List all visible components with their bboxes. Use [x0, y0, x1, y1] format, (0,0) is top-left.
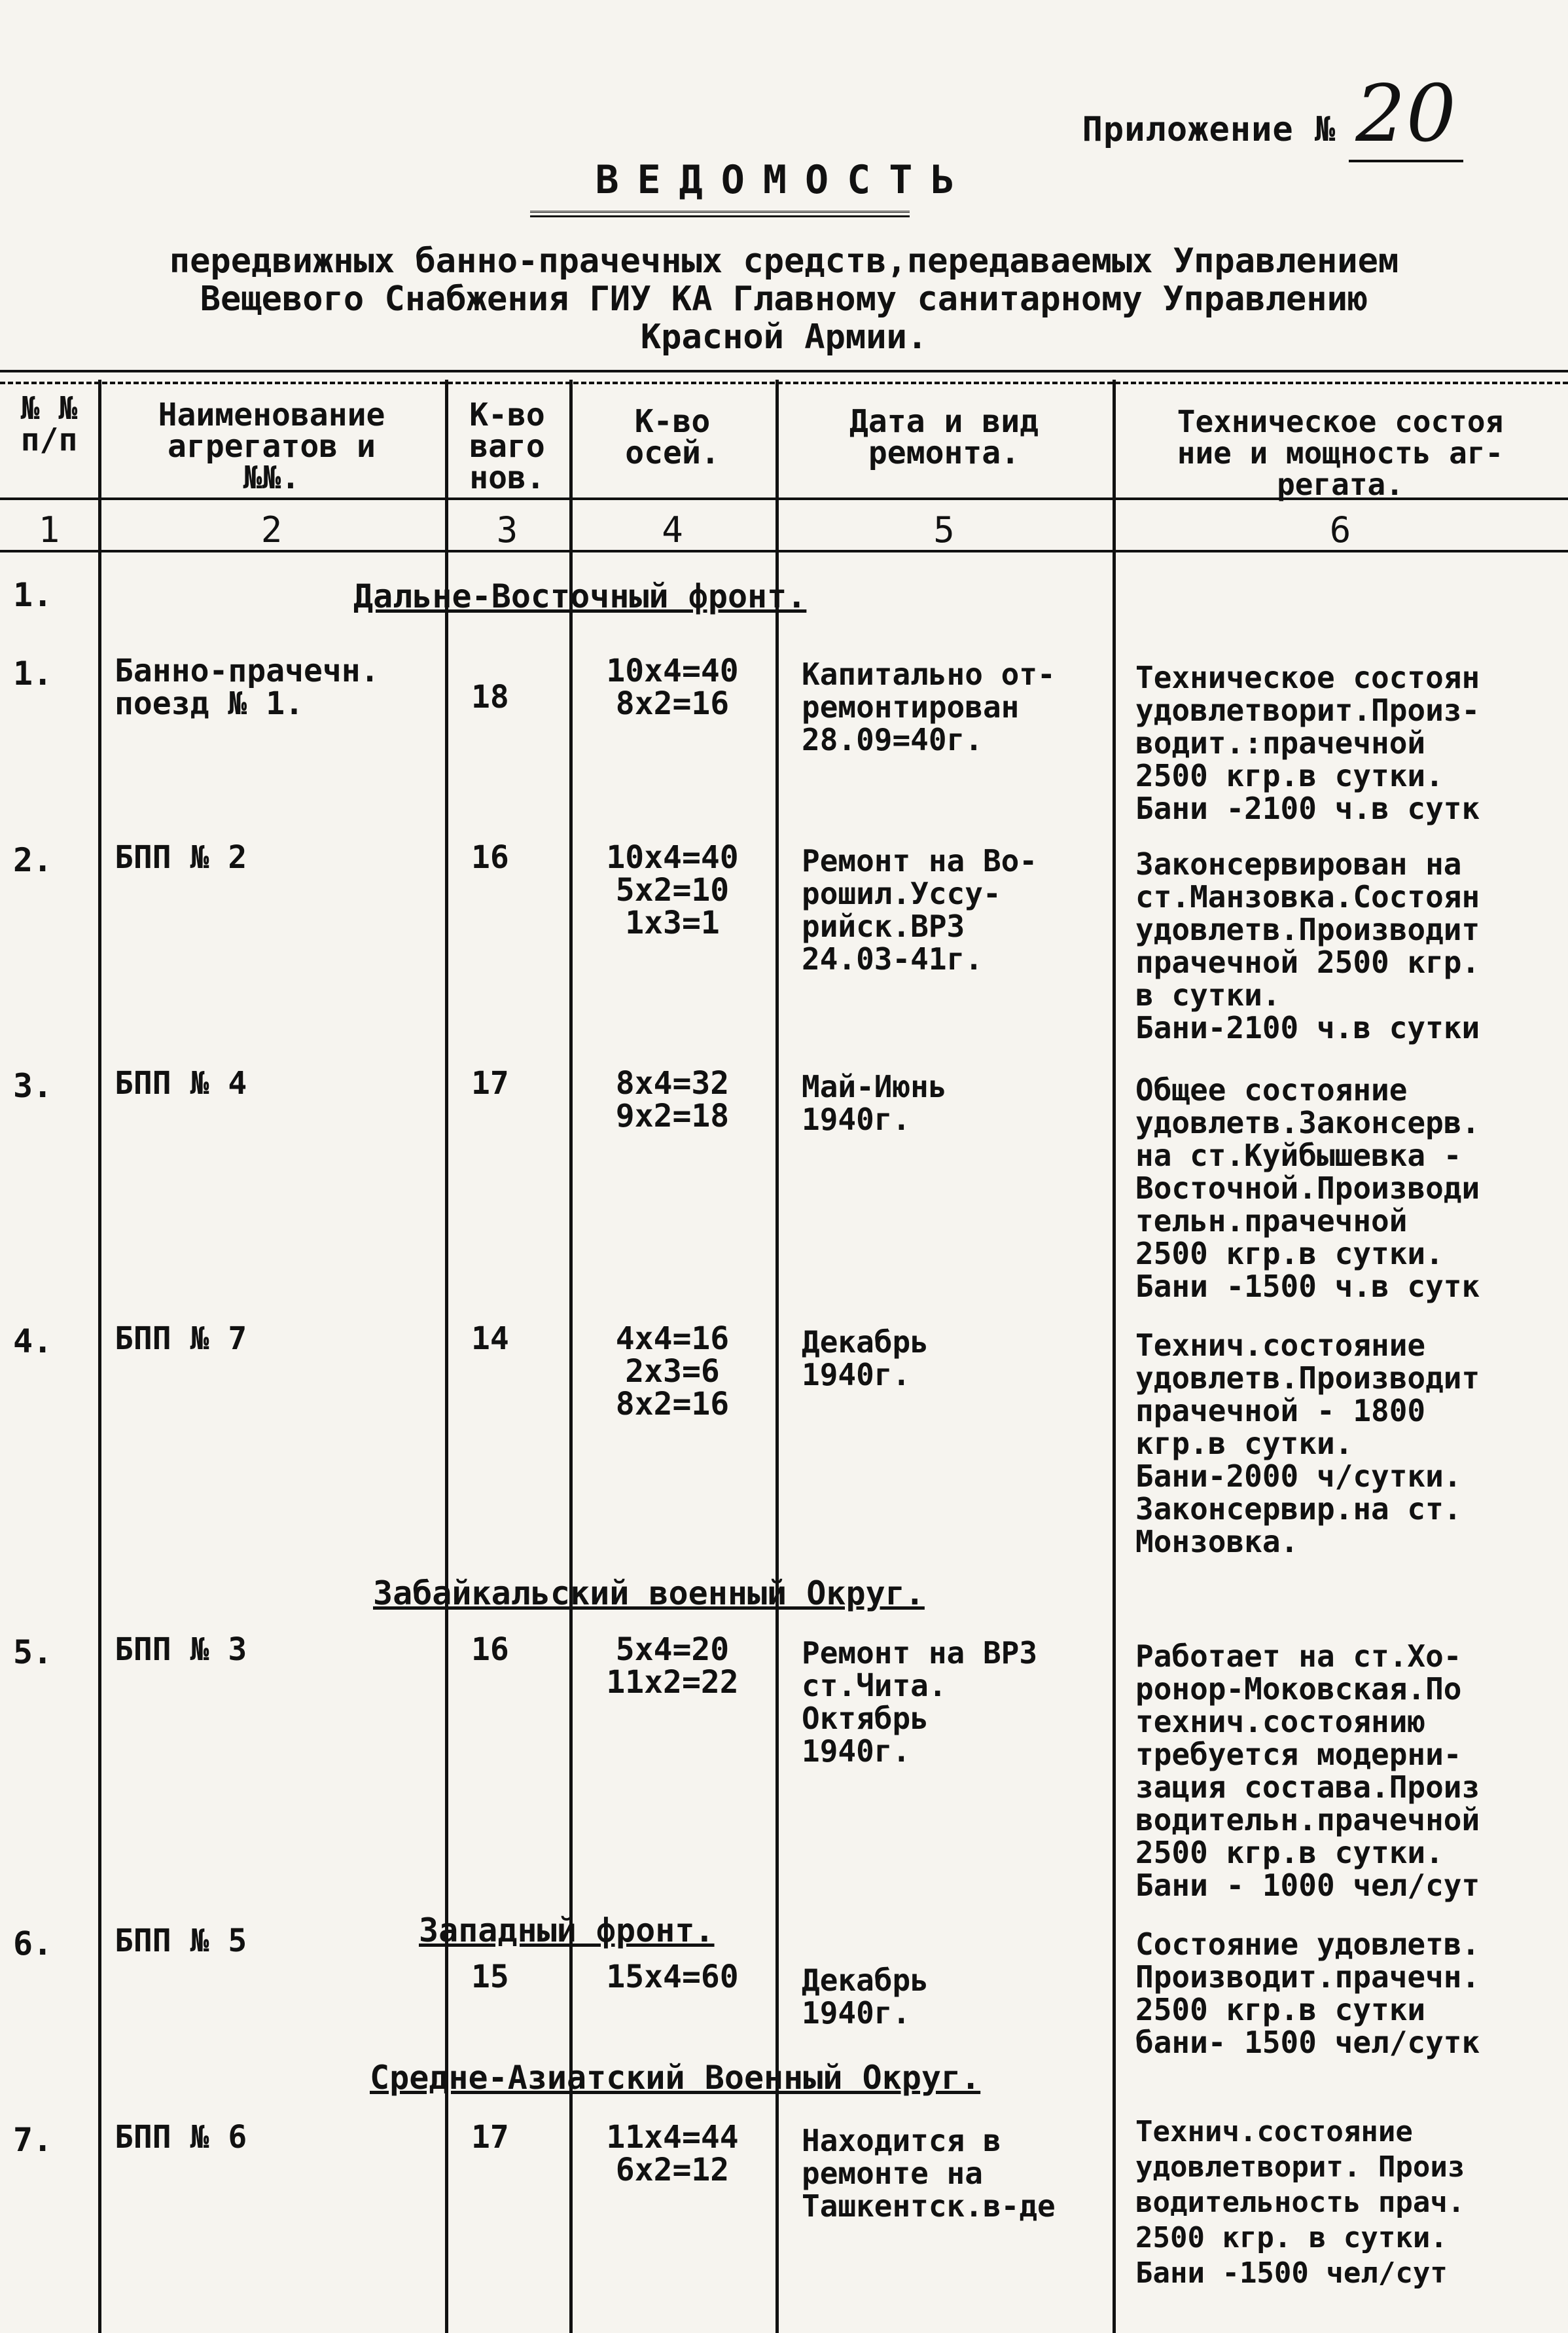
- section-4-title: Средне-Азиатский Военный Округ.: [370, 2059, 981, 2097]
- row-5-name: БПП № 3: [115, 1631, 247, 1668]
- row-5-axles: 5х4=20 11х2=22: [606, 1631, 739, 1701]
- row-6-axles: 15х4=60: [606, 1959, 739, 1995]
- row-2-state: Законсервирован на ст.Манзовка.Состоян удовлетв.Производит прачечной 2500 кгр. в сутки. Бани-2100 ч.в сутки: [1135, 846, 1480, 1045]
- subtitle-line-2: Вещевого Снабжения ГИУ КА Главному санитарному Управлению: [200, 280, 1368, 319]
- row-5-state: Работает на ст.Хо- ронор-Моковская.По технич.состоянию требуется модерни- зация состава.Произ водительн.прачечной 2500 кгр.в сутки. Бани - 1000 чел/сут: [1135, 1638, 1480, 1903]
- row-5-wagons: 16: [471, 1631, 509, 1668]
- section-1-number: 1.: [13, 576, 53, 614]
- header-axles: К-во осей.: [625, 403, 720, 471]
- row-6-wagons: 15: [471, 1959, 509, 1995]
- column-number-1: 1: [38, 509, 60, 551]
- row-1-repair: Капитально от- ремонтирован 28.09=40г.: [802, 657, 1056, 757]
- row-4-repair: Декабрь 1940г.: [802, 1324, 929, 1392]
- row-4-axles: 4х4=16 2х3=6 8х2=16: [615, 1320, 730, 1422]
- row-3-name: БПП № 4: [115, 1065, 247, 1102]
- title-underline: [530, 211, 910, 217]
- row-7-wagons: 17: [471, 2119, 509, 2156]
- subtitle-line-3: Красной Армии.: [640, 317, 928, 357]
- annex-number: 20: [1349, 69, 1463, 162]
- column-rule-2: [445, 380, 448, 2333]
- header-wagons: К-во ваго нов.: [469, 397, 545, 496]
- row-6-state: Состояние удовлетв. Производит.прачечн. 2500 кгр.в сутки бани- 1500 чел/сутк: [1135, 1926, 1480, 2060]
- column-rule-5: [1113, 380, 1116, 2333]
- column-rule-4: [775, 380, 779, 2333]
- row-2-wagons: 16: [471, 839, 509, 876]
- row-4-number: 4.: [13, 1322, 53, 1360]
- row-6-name: БПП № 5: [115, 1923, 247, 1959]
- header-repair: Дата и вид ремонта.: [849, 403, 1039, 471]
- column-number-2: 2: [260, 509, 283, 551]
- header-state: Техническое состоя ние и мощность аг- регата.: [1177, 404, 1504, 502]
- row-1-name: Банно-прачечн. поезд № 1.: [115, 653, 380, 722]
- row-7-repair: Находится в ремонте на Ташкентск.в-де: [802, 2123, 1056, 2224]
- row-5-repair: Ремонт на ВРЗ ст.Чита. Октябрь 1940г.: [802, 1635, 1038, 1769]
- row-2-axles: 10х4=40 5х2=10 1х3=1: [606, 839, 739, 941]
- row-2-name: БПП № 2: [115, 839, 247, 876]
- row-1-state: Техническое состоян удовлетворит.Произ- водит.:прачечной 2500 кгр.в сутки. Бани -2100 ч.в сутк: [1135, 660, 1480, 826]
- annex-label: [1082, 69, 1463, 160]
- row-4-state: Технич.состояние удовлетв.Производит прачечной - 1800 кгр.в сутки. Бани-2000 ч/сутки. Законсервир.на ст. Монзовка.: [1135, 1328, 1480, 1559]
- subtitle-line-1: передвижных банно-прачечных средств,передаваемых Управлением: [169, 242, 1399, 281]
- row-7-state: Технич.состояние удовлетворит. Произ водительность прач. 2500 кгр. в сутки. Бани -1500 чел/сут: [1135, 2115, 1465, 2290]
- row-3-number: 3.: [13, 1067, 53, 1105]
- document-subtitle: [98, 242, 1470, 356]
- row-7-number: 7.: [13, 2121, 53, 2159]
- column-number-3: 3: [496, 509, 518, 551]
- document-title: ВЕДОМОСТЬ: [595, 157, 973, 203]
- row-1-axles: 10х4=40 8х2=16: [606, 653, 739, 722]
- column-number-4: 4: [662, 509, 683, 551]
- row-7-axles: 11х4=44 6х2=12: [606, 2119, 739, 2188]
- row-3-wagons: 17: [471, 1065, 509, 1102]
- section-3-title: Западный фронт.: [419, 1911, 715, 1949]
- section-2-title: Забайкальский военный Округ.: [373, 1574, 925, 1612]
- row-6-repair: Декабрь 1940г.: [802, 1962, 929, 2031]
- column-number-5: 5: [933, 509, 955, 551]
- row-4-wagons: 14: [471, 1320, 509, 1357]
- column-number-6: 6: [1329, 509, 1351, 551]
- column-rule-1: [98, 380, 101, 2333]
- row-3-state: Общее состояние удовлетв.Законсерв. на ст.Куйбышевка - Восточной.Производи тельн.прачечной 2500 кгр.в сутки. Бани -1500 ч.в сутк: [1135, 1072, 1480, 1304]
- row-1-number: 1.: [13, 655, 53, 693]
- row-3-repair: Май-Июнь 1940г.: [802, 1069, 947, 1137]
- row-5-number: 5.: [13, 1633, 53, 1671]
- row-4-name: БПП № 7: [115, 1320, 247, 1357]
- row-6-number: 6.: [13, 1925, 53, 1962]
- row-7-name: БПП № 6: [115, 2119, 247, 2156]
- table-top-border: [0, 370, 1568, 384]
- header-name: Наименование агрегатов и №№.: [158, 397, 385, 496]
- row-2-repair: Ремонт на Во- рошил.Уссу- рийск.ВРЗ 24.03-41г.: [802, 843, 1038, 977]
- row-2-number: 2.: [13, 841, 53, 879]
- header-no: № № п/п: [20, 390, 78, 458]
- annex-label-text: Приложение №: [1082, 110, 1336, 149]
- row-3-axles: 8х4=32 9х2=18: [615, 1065, 730, 1134]
- section-1-title: Дальне-Восточный фронт.: [353, 577, 807, 615]
- row-1-wagons: 18: [471, 679, 509, 715]
